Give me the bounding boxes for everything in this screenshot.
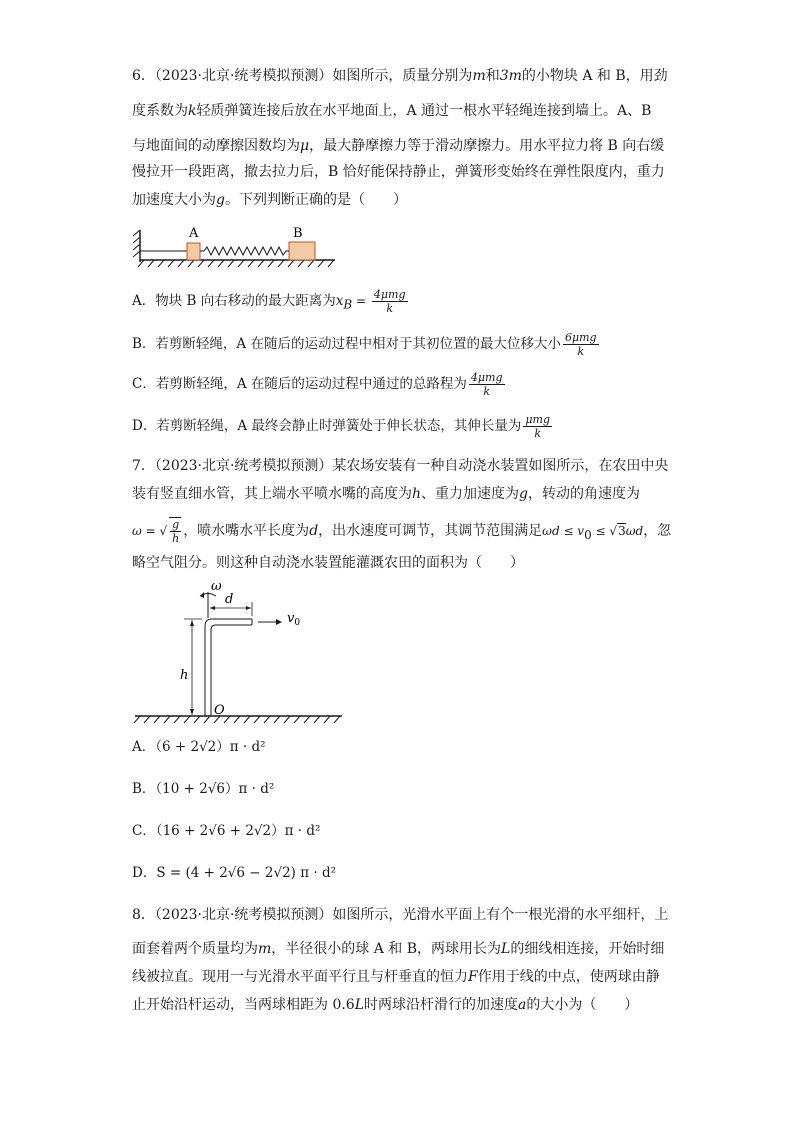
q6-option-c[interactable]: C．若剪断轻绳，A 在随后的运动过程中通过的总路程为 $\frac{\text{4μmg}}{k}$: [132, 371, 503, 398]
q8-line-1: 8．（2023·北京·统考模拟预测）如图所示，光滑水平面上有个一根光滑的水平细杆，上: [132, 907, 669, 923]
h-arrow-bottom: [190, 709, 194, 715]
q6-line-3: 与地面间的动摩擦因数均为μ，最大静摩擦力等于滑动摩擦力。用水平拉力将 B 向右缓: [132, 138, 665, 154]
q8-line-4: 止开始沿杆运动，当两球相距为 0.6L时两球沿杆滑行的加速度a的大小为（ ）: [132, 997, 639, 1013]
o-label: O: [214, 703, 225, 718]
q7-option-c[interactable]: C．（16 + 2√6 + 2√2）π · d²: [132, 823, 321, 839]
fraction: $\frac{\text{6μmg}}{k}$: [564, 331, 597, 358]
fraction: $\frac{\text{4μmg}}{k}$: [373, 288, 406, 315]
sqrt-fraction: $\frac{g}{h}$: [169, 517, 181, 545]
d-arrow-right: [246, 606, 251, 610]
h-arrow-top: [190, 620, 194, 626]
v0-label: $v_0$: [287, 611, 301, 628]
q6-line-4: 慢拉开一段距离，撤去拉力后，B 恰好能保持静止，弹簧形变始终在弹性限度内，重力: [132, 164, 665, 180]
wall-hatch: [133, 230, 140, 257]
label-b: B: [293, 226, 303, 241]
spring-block-figure: [130, 222, 340, 272]
sprinkler-figure: [130, 578, 345, 728]
velocity-arrowhead: [276, 619, 282, 625]
q7-line-2: 装有竖直细水管，其上端水平喷水嘴的高度为h、重力加速度为g，转动的角速度为: [132, 486, 640, 502]
fraction: $\frac{\text{μmg}}{k}$: [525, 413, 550, 440]
rotation-arrowhead: [200, 592, 204, 598]
h-label: h: [180, 668, 189, 683]
ground-hatch: [134, 716, 340, 723]
q7-line-3: ω = √ $\frac{g}{h}$ ，喷水嘴水平长度为d，出水速度可调节，其调节范围满足$\omega d \le v_0 \le √3\omega d$，忽: [132, 518, 672, 545]
spring: [200, 247, 289, 255]
label-a: A: [189, 226, 199, 241]
q7-option-b[interactable]: B．（10 + 2√6）π · d²: [132, 781, 275, 797]
q6-option-d[interactable]: D．若剪断轻绳，A 最终会静止时弹簧处于伸长状态，其伸长量为 $\frac{\text{μmg}}{k}$: [132, 413, 550, 440]
ground-hatch: [138, 260, 334, 267]
q8-line-2: 面套着两个质量均为m，半径很小的球 A 和 B，两球用长为L的细线相连接，开始时细: [132, 941, 665, 957]
q6-option-b[interactable]: B．若剪断轻绳，A 在随后的运动过程中相对于其初位置的最大位移大小 $\frac{\text{6μmg}}{k}$: [132, 331, 597, 358]
fraction: $\frac{\text{4μmg}}{k}$: [470, 371, 503, 398]
q7-line-1: 7．（2023·北京·统考模拟预测）某农场安装有一种自动浇水装置如图所示，在农田中央: [132, 458, 669, 474]
q6-line-5: 加速度大小为g。下列判断正确的是（ ）: [132, 192, 407, 208]
omega-label: ω: [211, 579, 222, 594]
pipe-outer: [205, 619, 252, 716]
q7-option-d[interactable]: D．S = (4 + 2√6 − 2√2) π · d²: [132, 865, 337, 881]
q8-line-3: 线被拉直。现用一与光滑水平面平行且与杆垂直的恒力F作用于线的中点，使两球由静: [132, 969, 660, 985]
d-label: d: [225, 592, 234, 607]
q7-option-a[interactable]: A．（6 + 2√2）π · d²: [132, 739, 266, 755]
q6-option-a[interactable]: A．物块 B 向右移动的最大距离为$x_B$ = $\frac{\text{4μmg}}{k}$: [132, 288, 406, 315]
q7-line-4: 略空气阻分。则这种自动浇水装置能灌溉农田的面积为（ ）: [132, 555, 524, 571]
block-b: [289, 242, 315, 260]
d-arrow-left: [210, 606, 215, 610]
q6-line-2: 度系数为k轻质弹簧连接后放在水平地面上，A 通过一根水平轻绳连接到墙上。A、B: [132, 103, 652, 119]
q6-line-1: 6．（2023·北京·统考模拟预测）如图所示，质量分别为m和3m的小物块 A 和 B，用劲: [132, 68, 668, 84]
block-a: [187, 243, 200, 260]
